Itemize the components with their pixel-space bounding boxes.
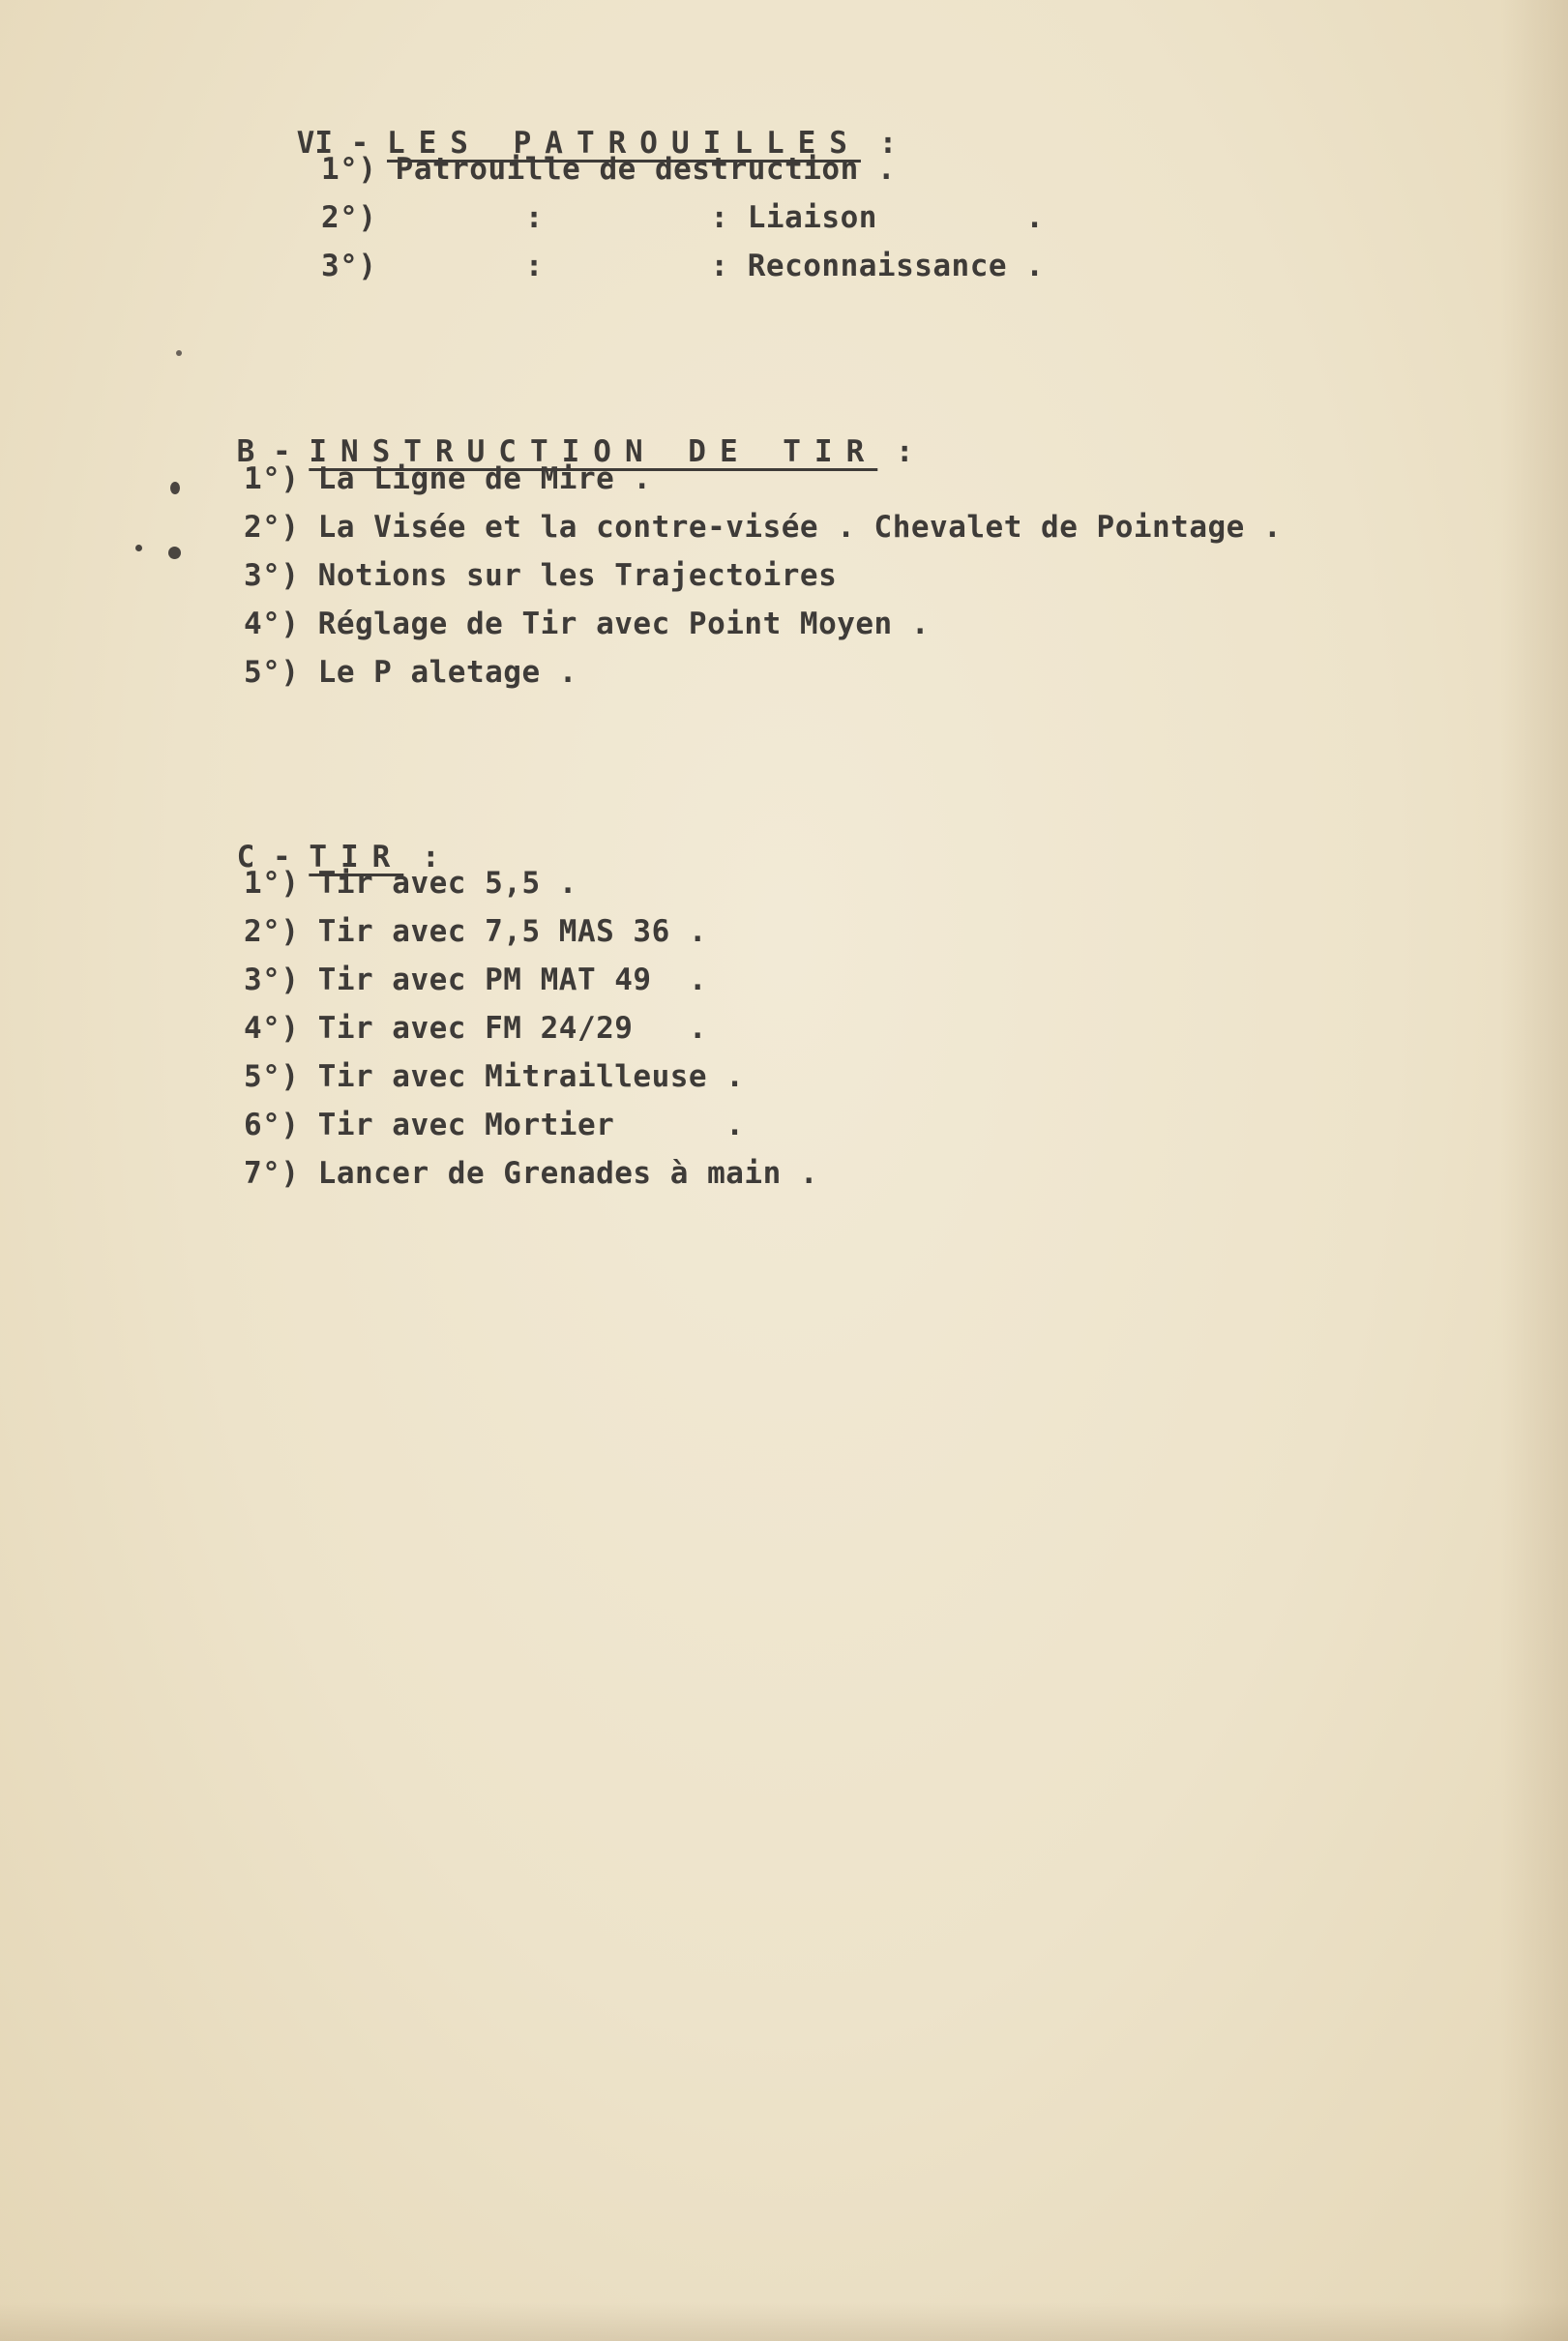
ink-speck [168, 547, 181, 559]
section-c-item-1: 1°) Tir avec 5,5 . [244, 866, 577, 901]
section-c-prefix: C - [236, 840, 310, 874]
section-c-item-3: 3°) Tir avec PM MAT 49 . [244, 963, 708, 997]
ink-speck [176, 350, 182, 356]
paper-edge-shadow-bottom [0, 2302, 1568, 2341]
section-b-item-1: 1°) La Ligne de Mire . [244, 461, 652, 496]
section-b-suffix: : [877, 434, 914, 469]
section-c-suffix: : [403, 840, 440, 874]
section-vi-item-1: 1°) Patrouille de destruction . [321, 152, 897, 187]
section-c-item-6: 6°) Tir avec Mortier . [244, 1108, 745, 1142]
section-c-title: TIR [309, 840, 404, 874]
section-vi-title: LES PATROUILLES [386, 126, 861, 161]
section-c-item-7: 7°) Lancer de Grenades à main . [244, 1156, 819, 1191]
section-c-item-4: 4°) Tir avec FM 24/29 . [244, 1011, 708, 1046]
section-b-item-3: 3°) Notions sur les Trajectoires [244, 558, 838, 593]
section-b-item-2: 2°) La Visée et la contre-visée . Chevalet de Pointage . [244, 510, 1283, 545]
section-c-item-2: 2°) Tir avec 7,5 MAS 36 . [244, 914, 708, 949]
section-vi-item-2: 2°) : : Liaison . [321, 200, 1045, 235]
section-c-item-5: 5°) Tir avec Mitrailleuse . [244, 1059, 745, 1094]
section-vi-prefix: VI - [296, 126, 387, 161]
section-b-item-4: 4°) Réglage de Tir avec Point Moyen . [244, 607, 931, 641]
paper-edge-shadow [1500, 0, 1568, 2341]
ink-speck [170, 482, 180, 494]
section-b-title: INSTRUCTION DE TIR [309, 434, 878, 469]
section-vi-item-3: 3°) : : Reconnaissance . [321, 249, 1045, 283]
ink-speck [135, 545, 142, 551]
section-b-item-5: 5°) Le P aletage . [244, 655, 577, 690]
section-b-prefix: B - [236, 434, 310, 469]
section-vi-suffix: : [860, 126, 898, 161]
